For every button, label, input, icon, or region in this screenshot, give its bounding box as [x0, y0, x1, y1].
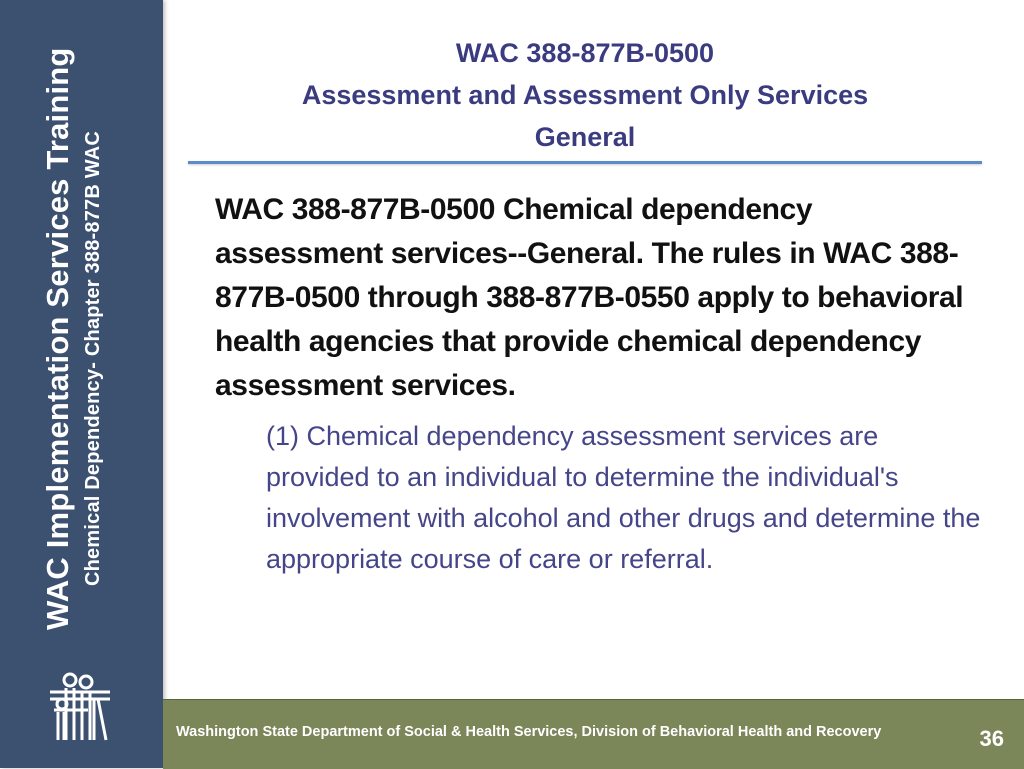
- title-line-3: General: [534, 122, 636, 152]
- page-number: 36: [979, 726, 1004, 751]
- footer-text: Washington State Department of Social & Health Services, Division of Behavioral Health and Recovery: [176, 724, 882, 740]
- dshs-family-logo-icon: [48, 672, 114, 742]
- sidebar: [0, 0, 163, 768]
- sidebar-title: WAC Implementation Services Training: [40, 47, 75, 630]
- title-line-2: Assessment and Assessment Only Services: [301, 80, 869, 110]
- sub-item-1: (1) Chemical dependency assessment services are provided to an individual to determine the individual's involvement with alcohol and other drugs and determine the appropriate course of care or referral.: [266, 421, 981, 574]
- sidebar-subtitle: Chemical Dependency- Chapter 388-877B WAC: [82, 130, 104, 586]
- main-paragraph: WAC 388-877B-0500 Chemical dependency assessment services--General. The rules in WAC 388-877B-0500 through 388-877B-0550 apply to behavioral health agencies that provide chemical dependency assessment services.: [215, 193, 964, 402]
- title-divider: [188, 161, 982, 164]
- footer: [163, 699, 1024, 769]
- slide-title: [188, 32, 982, 158]
- title-line-1: WAC 388-877B-0500: [455, 38, 715, 68]
